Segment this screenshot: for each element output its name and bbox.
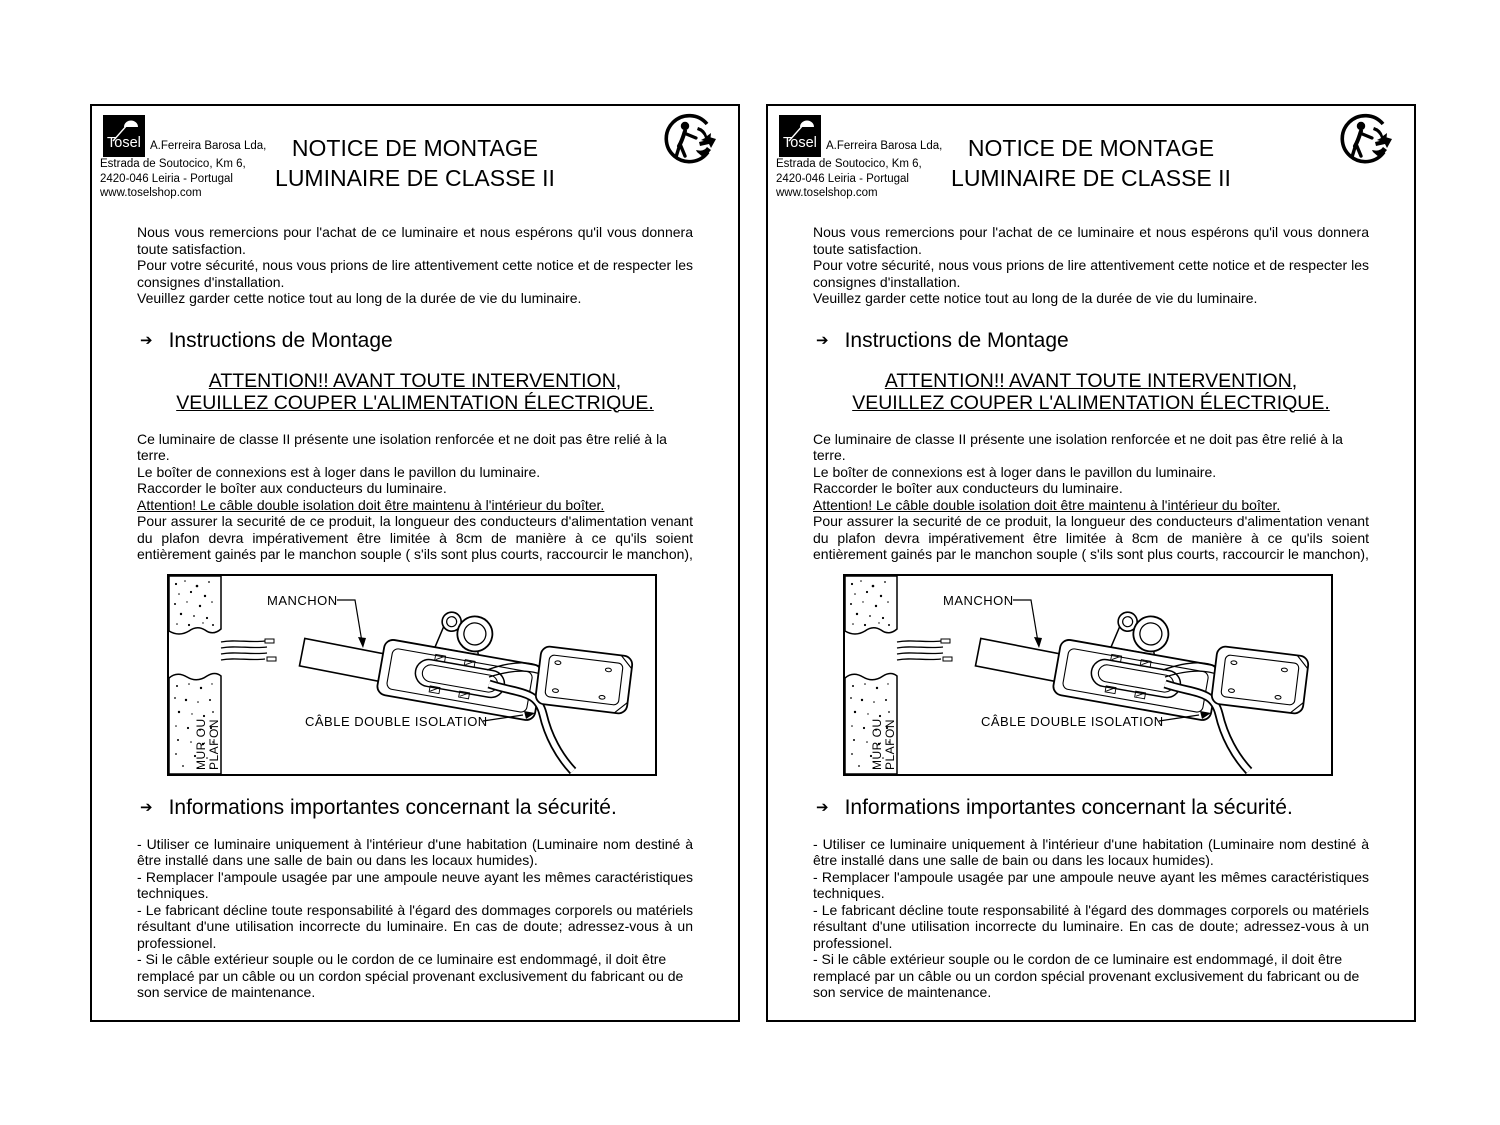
section-heading-montage <box>137 328 693 356</box>
arrow-bullet-icon: ➔ <box>816 798 829 816</box>
safety-list <box>137 836 693 1001</box>
cable-label: CÂBLE DOUBLE ISOLATION <box>981 713 1164 729</box>
tosel-logo-icon <box>103 115 145 157</box>
installation-diagram-drawing <box>843 574 1333 776</box>
montage-heading-label: Instructions de Montage <box>168 328 393 352</box>
arrow-bullet-icon: ➔ <box>140 798 153 816</box>
montage-heading-label: Instructions de Montage <box>844 328 1069 352</box>
page-header <box>92 106 738 210</box>
wall-label-line-2: PLAFON <box>207 718 221 770</box>
safety-item: - Le fabricant décline toute responsabilité à l'égard des dommages corporels ou matériels résultant d'une utilisation incorrecte du luminaire. En cas de doute; adressez-vous à un professionel. <box>137 901 693 951</box>
notice-page <box>90 104 740 1022</box>
intro-paragraph-2: Pour votre sécurité, nous vous prions de lire attentivement cette notice et de respecter les consignes d'installation. <box>137 257 693 290</box>
warning-line-2: VEUILLEZ COUPER L'ALIMENTATION ÉLECTRIQUE. <box>176 391 654 414</box>
title-line-1: NOTICE DE MONTAGE <box>291 135 539 161</box>
safety-item: - Utiliser ce luminaire uniquement à l'intérieur d'une habitation (Luminaire nom destiné à être installé dans une salle de bain ou dans les locaux humides). <box>813 835 1369 868</box>
power-warning <box>137 370 693 414</box>
section-heading-securite <box>137 795 693 823</box>
class2-line-3: Raccorder le boîter aux conducteurs du luminaire. <box>813 480 1123 496</box>
conductor-length-paragraph: Pour assurer la securité de ce produit, la longueur des conducteurs d'alimentation venant du plafon devra impérativement être limitée à 8cm de manière à ce qu'ils soient entièrement gainés par le manchon souple ( s'ils sont plus courts, raccourcir le manchon), <box>813 513 1369 562</box>
safety-item: - Utiliser ce luminaire uniquement à l'intérieur d'une habitation (Luminaire nom destiné à être installé dans une salle de bain ou dans les locaux humides). <box>137 835 693 868</box>
svg-text:Tosel: Tosel <box>107 135 141 151</box>
wall-label-line-2: PLAFON <box>883 718 897 770</box>
wall-label-line-1: MUR OU <box>194 717 208 770</box>
tosel-logo <box>103 115 145 157</box>
power-warning <box>813 370 1369 414</box>
warning-line-1: ATTENTION!! AVANT TOUTE INTERVENTION, <box>208 369 622 392</box>
cable-attention-note: Attention! Le câble double isolation doit être maintenu à l'intérieur du boîter. <box>137 496 605 513</box>
safety-item: - Remplacer l'ampoule usagée par une ampoule neuve ayant les mêmes caractéristiques techniques. <box>137 868 693 901</box>
safety-item: - Si le câble extérieur souple ou le cordon de ce luminaire est endommagé, il doit être remplacé par un câble ou un cordon spécial provenant exclusivement du fabricant ou de son service de maintenance. <box>137 951 684 1000</box>
company-website: www.toselshop.com <box>100 187 202 199</box>
safety-item: - Le fabricant décline toute responsabilité à l'égard des dommages corporels ou matériels résultant d'une utilisation incorrecte du luminaire. En cas de doute; adressez-vous à un professionel. <box>813 901 1369 951</box>
company-name: A.Ferreira Barosa Lda, <box>150 140 267 152</box>
cable-label: CÂBLE DOUBLE ISOLATION <box>305 713 488 729</box>
company-website: www.toselshop.com <box>776 187 878 199</box>
intro-paragraphs <box>137 224 693 307</box>
triman-recycling-icon <box>663 111 719 167</box>
cover-box <box>1211 645 1309 714</box>
cable-attention-note: Attention! Le câble double isolation doit être maintenu à l'intérieur du boîter. <box>813 496 1281 513</box>
address-line-2: 2420-046 Leiria - Portugal <box>776 172 909 185</box>
intro-paragraph-1: Nous vous remercions pour l'achat de ce luminaire et nous espérons qu'il vous donnera toute satisfaction. <box>813 224 1369 257</box>
securite-heading-label: Informations importantes concernant la sécurité. <box>168 795 617 819</box>
manchon-label: MANCHON <box>267 592 338 608</box>
title-line-1: NOTICE DE MONTAGE <box>967 135 1215 161</box>
section-heading-securite <box>813 795 1369 823</box>
safety-list <box>813 836 1369 1001</box>
class2-description <box>813 431 1369 497</box>
intro-paragraph-2: Pour votre sécurité, nous vous prions de lire attentivement cette notice et de respecter les consignes d'installation. <box>813 257 1369 290</box>
intro-paragraph-3: Veuillez garder cette notice tout au long de la durée de vie du luminaire. <box>137 290 582 306</box>
page-header <box>768 106 1414 210</box>
intro-paragraph-3: Veuillez garder cette notice tout au long de la durée de vie du luminaire. <box>813 290 1258 306</box>
installation-diagram-drawing <box>167 574 657 776</box>
intro-paragraph-1: Nous vous remercions pour l'achat de ce luminaire et nous espérons qu'il vous donnera toute satisfaction. <box>137 224 693 257</box>
arrow-bullet-icon: ➔ <box>816 331 829 349</box>
address-line-1: Estrada de Soutocico, Km 6, <box>776 158 922 170</box>
notice-page <box>766 104 1416 1022</box>
manchon-label: MANCHON <box>943 592 1014 608</box>
installation-diagram <box>167 574 657 776</box>
title-line-2: LUMINAIRE DE CLASSE II <box>951 165 1231 191</box>
class2-line-3: Raccorder le boîter aux conducteurs du luminaire. <box>137 480 447 496</box>
title-line-2: LUMINAIRE DE CLASSE II <box>275 165 555 191</box>
warning-line-2: VEUILLEZ COUPER L'ALIMENTATION ÉLECTRIQUE. <box>852 391 1330 414</box>
triman-recycling-icon <box>1339 111 1395 167</box>
class2-line-1: Ce luminaire de classe II présente une isolation renforcée et ne doit pas être relié à la terre. <box>137 430 667 463</box>
address-line-1: Estrada de Soutocico, Km 6, <box>100 158 246 170</box>
installation-diagram <box>843 574 1333 776</box>
class2-line-1: Ce luminaire de classe II présente une isolation renforcée et ne doit pas être relié à la terre. <box>813 430 1343 463</box>
safety-item: - Remplacer l'ampoule usagée par une ampoule neuve ayant les mêmes caractéristiques techniques. <box>813 868 1369 901</box>
page-title <box>202 133 628 193</box>
section-heading-montage <box>813 328 1369 356</box>
tosel-logo-icon <box>779 115 821 157</box>
svg-text:Tosel: Tosel <box>783 135 817 151</box>
address-line-2: 2420-046 Leiria - Portugal <box>100 172 233 185</box>
class2-line-2: Le boîter de connexions est à loger dans le pavillon du luminaire. <box>137 463 541 480</box>
company-name: A.Ferreira Barosa Lda, <box>826 140 943 152</box>
class2-description <box>137 431 693 497</box>
safety-item: - Si le câble extérieur souple ou le cordon de ce luminaire est endommagé, il doit être remplacé par un câble ou un cordon spécial provenant exclusivement du fabricant ou de son service de maintenance. <box>813 951 1360 1000</box>
conductor-length-paragraph: Pour assurer la securité de ce produit, la longueur des conducteurs d'alimentation venant du plafon devra impérativement être limitée à 8cm de manière à ce qu'ils soient entièrement gainés par le manchon souple ( s'ils sont plus courts, raccourcir le manchon), <box>137 513 693 562</box>
tosel-logo <box>779 115 821 157</box>
securite-heading-label: Informations importantes concernant la sécurité. <box>844 795 1293 819</box>
cover-box <box>535 645 633 714</box>
page-body <box>768 224 1414 1001</box>
intro-paragraphs <box>813 224 1369 307</box>
page-body <box>92 224 738 1001</box>
warning-line-1: ATTENTION!! AVANT TOUTE INTERVENTION, <box>884 369 1298 392</box>
class2-line-2: Le boîter de connexions est à loger dans le pavillon du luminaire. <box>813 463 1217 480</box>
wall-label-line-1: MUR OU <box>870 717 884 770</box>
arrow-bullet-icon: ➔ <box>140 331 153 349</box>
page-title <box>878 133 1304 193</box>
